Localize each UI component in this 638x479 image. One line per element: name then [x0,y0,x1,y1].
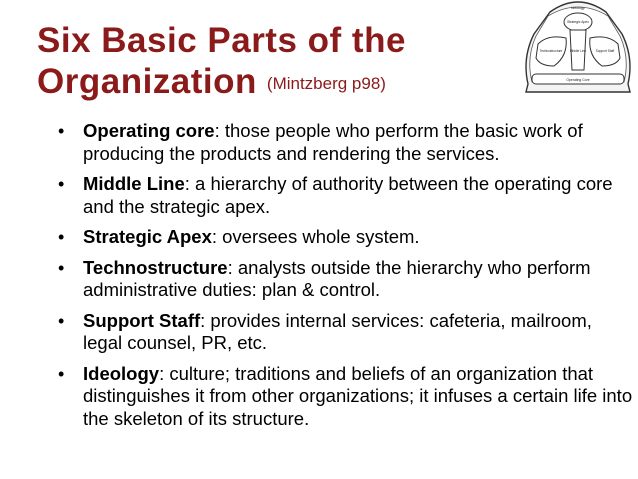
bullet-term: Technostructure [83,256,228,278]
bullet-term: Middle Line [83,173,185,194]
bullet-text: : provides internal services: cafeteria, mailroom, legal counsel, PR, etc. [83,309,592,353]
diagram-label-operating-core: Operating Core [566,78,590,82]
bullet-item-technostructure [58,257,633,302]
bullet-term: Ideology [83,362,160,384]
diagram-label-strategic-apex: Strategic Apex [567,20,589,24]
bullet-term: Strategic Apex [83,226,212,247]
bullet-item-middle-line [58,173,633,218]
bullet-text: : analysts outside the hierarchy who perform administrative duties: plan & control. [83,256,591,300]
title-line-1: Six Basic Parts of the [37,21,406,60]
bullet-dot-icon: • [58,257,65,278]
mintzberg-organization-diagram [518,0,638,98]
bullet-dot-icon: • [58,363,65,384]
diagram-label-technostructure: Technostructure [539,49,563,53]
bullet-dot-icon: • [58,174,65,194]
bullet-item-strategic-apex [58,226,633,249]
bullet-text: : a hierarchy of authority between the operating core and the strategic apex. [83,173,613,217]
diagram-label-support-staff: Support Staff [595,49,615,53]
bullet-item-ideology [58,363,633,431]
title-citation: (Mintzberg p98) [266,74,386,93]
bullet-term: Operating core [83,120,215,141]
bullet-dot-icon: • [58,227,65,247]
slide-title [37,20,507,104]
bullet-text: : culture; traditions and beliefs of an organization that distinguishes it from other organizations; it infuses a certain life into the skeleton of its structure. [83,362,633,429]
bullet-list [58,120,633,438]
bullet-text: : oversees whole system. [211,226,420,247]
diagram-label-ideology: Ideology [571,6,585,10]
bullet-item-operating-core [58,120,633,165]
bullet-term: Support Staff [83,309,201,331]
bullet-item-support-staff [58,310,633,355]
diagram-label-middle-line: Middle Line [569,49,587,53]
title-line-2: Organization [37,62,257,101]
bullet-dot-icon: • [58,310,65,331]
bullet-dot-icon: • [58,121,65,141]
bullet-text: : those people who perform the basic work of producing the products and rendering the services. [83,120,583,164]
